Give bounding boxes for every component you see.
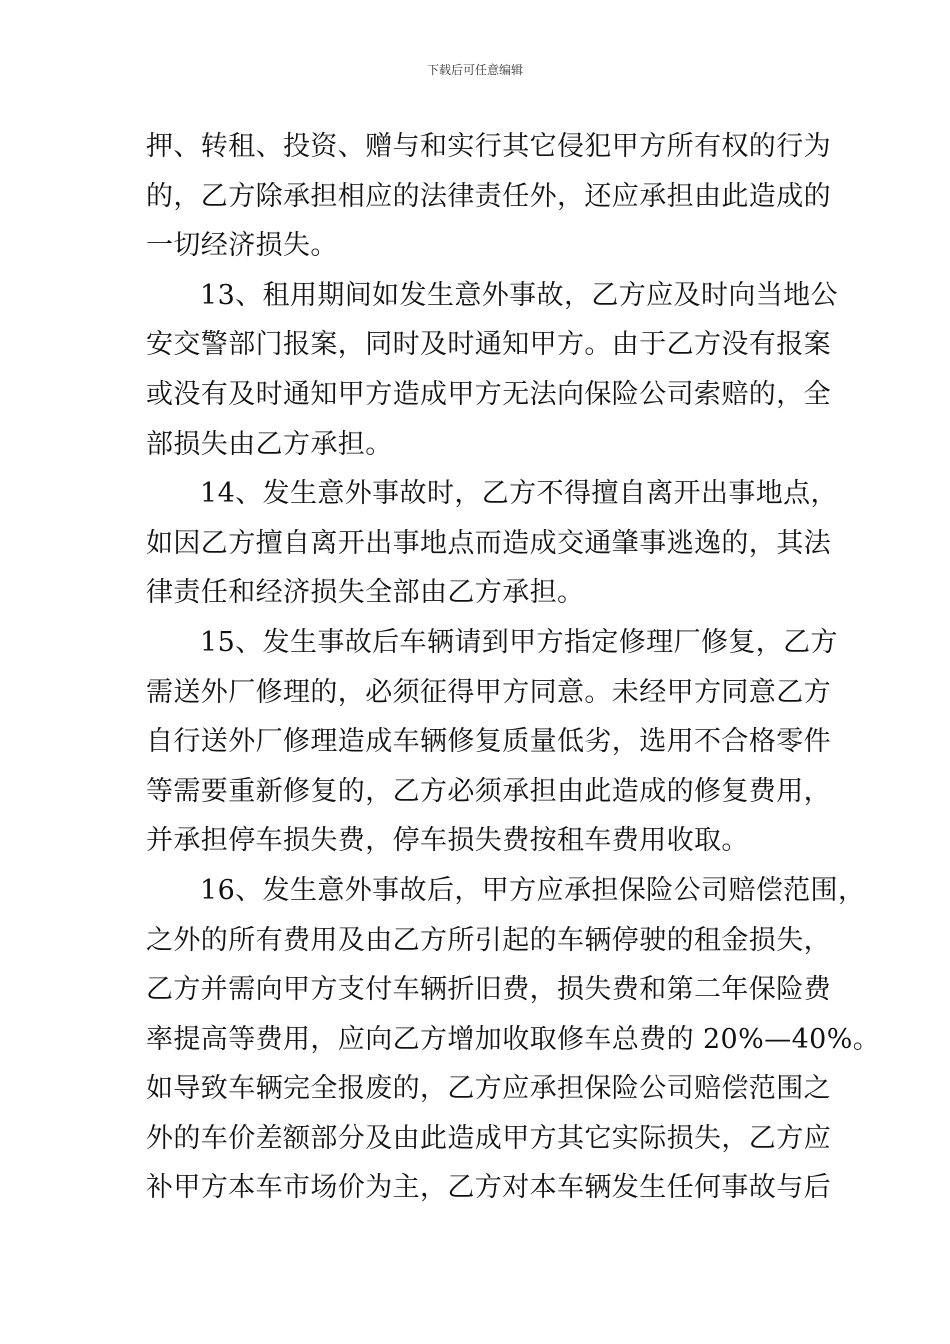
text-line: 如因乙方擅自离开出事地点而造成交通肇事逃逸的，其法: [146, 527, 831, 559]
text-line: 一切经济损失。: [146, 230, 338, 262]
text-line: 部损失由乙方承担。: [146, 428, 393, 460]
text-line: 自行送外厂修理造成车辆修复质量低劣，选用不合格零件: [146, 726, 831, 758]
text-line: 如导致车辆完全报废的，乙方应承担保险公司赔偿范围之: [146, 1073, 831, 1105]
text-line: 安交警部门报案，同时及时通知甲方。由于乙方没有报案: [146, 329, 831, 361]
text-line: 14、发生意外事故时，乙方不得擅自离开出事地点，: [200, 478, 838, 510]
paragraph-clause-13: [146, 271, 838, 469]
text-line: 13、租用期间如发生意外事故，乙方应及时向当地公: [200, 279, 838, 311]
text-line: 之外的所有费用及由乙方所引起的车辆停驶的租金损失，: [146, 924, 831, 956]
text-line: 率提高等费用，应向乙方增加收取修车总费的 20%—40%。: [146, 1023, 881, 1055]
text-line: 或没有及时通知甲方造成甲方无法向保险公司索赔的，全: [146, 378, 831, 410]
text-line: 16、发生意外事故后，甲方应承担保险公司赔偿范围，: [200, 874, 866, 906]
paragraph-clause-15: [146, 618, 838, 866]
text-line: 乙方并需向甲方支付车辆折旧费，损失费和第二年保险费: [146, 974, 831, 1006]
paragraph-clause-16: [146, 866, 881, 1213]
text-line: 并承担停车损失费，停车损失费按租车费用收取。: [146, 825, 749, 857]
text-line: 需送外厂修理的，必须征得甲方同意。未经甲方同意乙方: [146, 676, 831, 708]
page-header: 下载后可任意编辑: [426, 63, 523, 77]
text-line: 律责任和经济损失全部由乙方承担。: [146, 577, 585, 609]
text-line: 押、转租、投资、赠与和实行其它侵犯甲方所有权的行为: [146, 131, 831, 162]
text-line: 外的车价差额部分及由此造成甲方其它实际损失，乙方应: [146, 1122, 831, 1154]
text-line: 补甲方本车市场价为主，乙方对本车辆发生任何事故与后: [146, 1172, 831, 1204]
paragraph: [146, 122, 831, 271]
document-body: [146, 122, 881, 1213]
text-line: 15、发生事故后车辆请到甲方指定修理厂修复，乙方: [200, 626, 838, 658]
paragraph-clause-14: [146, 469, 838, 618]
text-line: 等需要重新修复的，乙方必须承担由此造成的修复费用，: [146, 775, 831, 807]
text-line: 的，乙方除承担相应的法律责任外，还应承担由此造成的: [146, 180, 831, 212]
